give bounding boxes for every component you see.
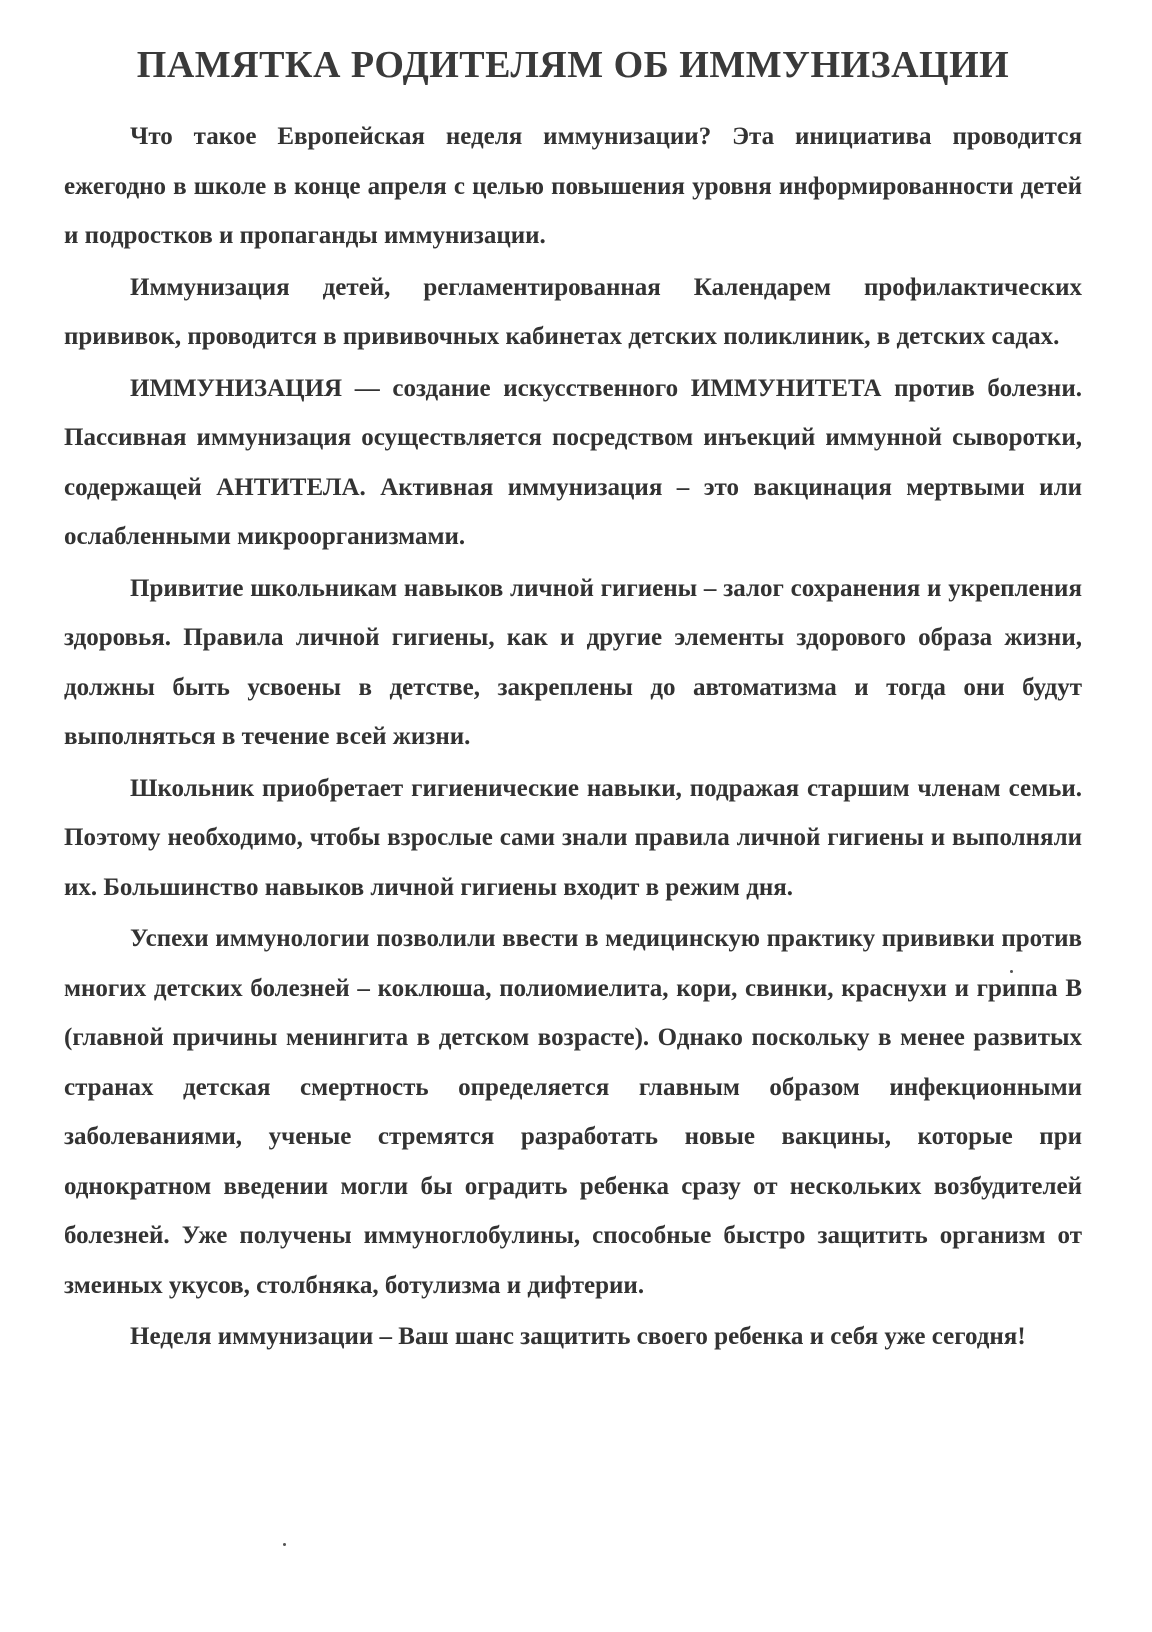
paragraph-vaccination-schedule: Иммунизация детей, регламентированная Календарем профилактических прививок, проводится в прививочных кабинетах детских поликлиник, в детских садах. — [64, 273, 1082, 350]
paragraph-immunization-definition: ИММУНИЗАЦИЯ — создание искусственного ИММУНИТЕТА против болезни. Пассивная иммунизация осуществляется посредством инъекций иммунной сыворотки, содержащей АНТИТЕЛА. Активная иммунизация – это вакцинация мертвыми или ослабленными микроорганизмами. — [64, 374, 1082, 550]
scan-speck — [1010, 970, 1013, 973]
paragraph-closing-appeal: Неделя иммунизации – Ваш шанс защитить своего ребенка и себя уже сегодня! — [130, 1323, 1026, 1350]
paragraph-immunization-week: Что такое Европейская неделя иммунизации? Эта инициатива проводится ежегодно в школе в конце апреля с целью повышения уровня информированности детей и подростков и пропаганды иммунизации. — [64, 123, 1082, 249]
paragraph-immunology-success: Успехи иммунологии позволили ввести в медицинскую практику прививки против многих детских болезней – коклюша, полиомиелита, кори, свинки, краснухи и гриппа В (главной причины менингита в детском возрасте). Однако поскольку в менее развитых странах детская смертность определяется главным образом инфекционными заболеваниями, ученые стремятся разработать новые вакцины, которые при однократном введении могли бы оградить ребенка сразу от нескольких возбудителей болезней. Уже получены иммуноглобулины, способные быстро защитить организм от змеиных укусов, столбняка, ботулизма и дифтерии. — [64, 925, 1082, 1299]
document-title: ПАМЯТКА РОДИТЕЛЯМ ОБ ИММУНИЗАЦИИ — [136, 44, 1010, 86]
paragraph-hygiene-habits: Школьник приобретает гигиенические навыки, подражая старшим членам семьи. Поэтому необходимо, чтобы взрослые сами знали правила личной гигиены и выполняли их. Большинство навыков личной гигиены входит в режим дня. — [64, 774, 1082, 901]
scan-speck — [283, 1543, 286, 1546]
paragraph-personal-hygiene: Привитие школьникам навыков личной гигиены – залог сохранения и укрепления здоровья. Правила личной гигиены, как и другие элементы здорового образа жизни, должны быть усвоены в детстве, закреплены до автоматизма и тогда они будут выполняться в течение всей жизни. — [64, 574, 1082, 750]
